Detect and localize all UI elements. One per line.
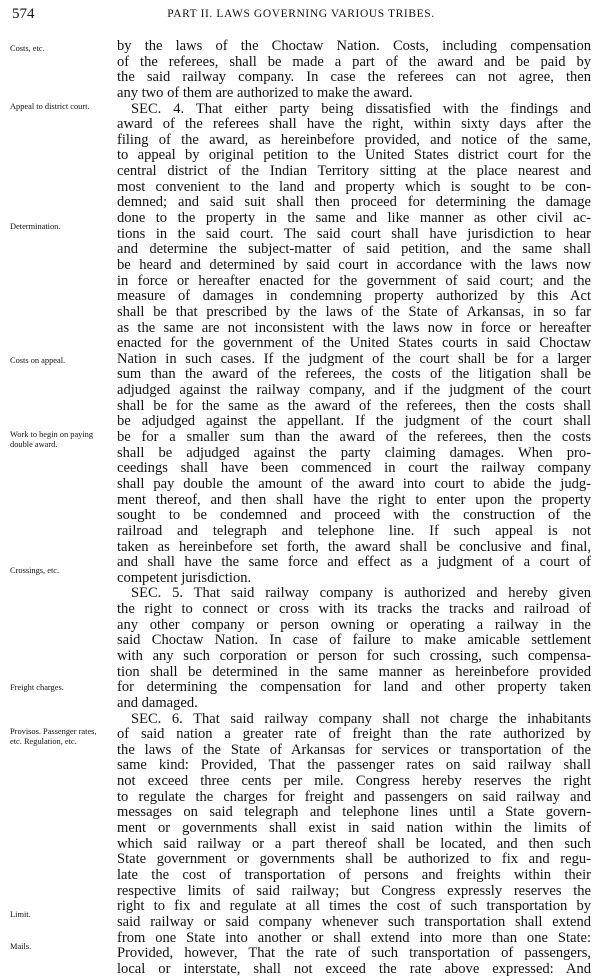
text-line: local or interstate, shall not exceed the rate above expressed: And xyxy=(117,961,591,977)
text-line: the said railway company. In case the referees can not agree, then xyxy=(117,70,591,86)
text-line: adjudged against the railway company, and if the judgment of the court xyxy=(117,383,591,399)
text-line: of the referees, shall be made a part of the award and be paid by xyxy=(117,54,591,70)
margin-note-appeal: Appeal to district court. xyxy=(10,102,90,111)
text-line: late the cost of transportation of persons and freights within their xyxy=(117,867,591,883)
text-line: to regulate the charges for freight and passengers on said railway and xyxy=(117,789,591,805)
text-line: ceedings shall have been commenced in court the railway company xyxy=(117,461,591,477)
text-line: demned; and said suit shall then proceed for determining the damage xyxy=(117,195,591,211)
text-line: the laws of the State of Arkansas for services or transportation of the xyxy=(117,742,591,758)
text-line: taken as hereinbefore set forth, the award shall be conclusive and final, xyxy=(117,539,591,555)
margin-note-determination: Determination. xyxy=(10,222,61,231)
text-line: ment or governments shall exist in said nation within the limits of xyxy=(117,821,591,837)
margin-note-provisos: Provisos. Passenger rates, etc. Regulation, etc. xyxy=(10,727,97,746)
text-line: Nation in such cases. If the judgment of the court shall be for a larger xyxy=(117,351,591,367)
text-line: respective limits of said railway; but Congress expressly reserves the xyxy=(117,883,591,899)
text-line: the right to connect or cross with its tracks the tracks and railroad of xyxy=(117,602,591,618)
running-head: PART II. LAWS GOVERNING VARIOUS TRIBES. xyxy=(167,8,435,20)
text-line: and damaged. xyxy=(117,695,198,711)
text-line: enacted for the government of the United States courts in said Choctaw xyxy=(117,336,591,352)
text-line: shall pay double the amount of the award into court to abide the judg- xyxy=(117,476,591,492)
text-line: competent jurisdiction. xyxy=(117,570,252,586)
text-line: any two of them are authorized to make the award. xyxy=(117,85,413,101)
text-line: measure of damages in condemning property authorized by this Act xyxy=(117,289,591,305)
text-line: filing of the award, as hereinbefore provided, and notice of the same, xyxy=(117,132,591,148)
text-line: messages on said telegraph and telephone lines until a State govern- xyxy=(117,805,591,821)
text-line: any other company or person owning or operating a railway in the xyxy=(117,617,591,633)
text-line: not exceed three cents per mile. Congress hereby reserves the right xyxy=(117,774,591,790)
text-line: be heard and determined by said court in accordance with the laws now xyxy=(117,257,591,273)
text-line: award of the referees shall have the right, within sixty days after the xyxy=(117,117,591,133)
page-header xyxy=(10,6,592,28)
text-line: shall be that prescribed by the laws of the State of Arkansas, in so far xyxy=(117,304,591,320)
text-line: to appeal by original petition to the United States district court for the xyxy=(117,148,591,164)
margin-note-crossings: Crossings, etc. xyxy=(10,566,60,575)
text-line: railroad and telegraph and telephone line. If such appeal is not xyxy=(117,523,591,539)
margin-note-mails: Mails. xyxy=(10,942,32,951)
text-line: sum than the award of the referees, the costs of the litigation shall be xyxy=(117,367,591,383)
text-line: and shall have the same force and effect as a judgment of a court of xyxy=(117,555,591,571)
text-line: done to the property in the same and like manner as other civil ac- xyxy=(117,211,591,227)
text-line: State government or governments shall be authorized to fix and regu- xyxy=(117,852,591,868)
section-4-heading: SEC. 4. That either party being dissatisfied with the findings and xyxy=(131,101,591,117)
text-line: right to fix and regulate at all times the cost of such transportation by xyxy=(117,899,591,915)
text-line: be adjudged against the appellant. If the judgment of the court shall xyxy=(117,414,591,430)
text-line: said Choctaw Nation. In case of failure to make amicable settlement xyxy=(117,633,591,649)
text-line: tions in the said court. The said court shall have jurisdiction to hear xyxy=(117,226,591,242)
margin-note-costs: Costs, etc. xyxy=(10,44,45,53)
page-number: 574 xyxy=(12,6,35,22)
text-line: Provided, however, That the rate of such transportation of passengers, xyxy=(117,946,591,962)
text-line: as the same are not inconsistent with the laws now in force or hereafter xyxy=(117,320,591,336)
body-text xyxy=(117,39,591,977)
text-line: ment thereof, and then shall have the right to enter upon the property xyxy=(117,492,591,508)
text-line: central district of the Indian Territory sitting at the place nearest and xyxy=(117,164,591,180)
text-line: which said railway or a part thereof shall be located, and then such xyxy=(117,836,591,852)
text-line: be for a smaller sum than the award of the referees, then the costs xyxy=(117,430,591,446)
margin-note-limit: Limit. xyxy=(10,910,31,919)
text-line: same kind: Provided, That the passenger rates on said railway shall xyxy=(117,758,591,774)
text-line: shall be for the same as the award of the referees, then the costs shall xyxy=(117,398,591,414)
text-line: most convenient to the land and property which is sought to be con- xyxy=(117,179,591,195)
text-line: and determine the subject-matter of said petition, and the same shall xyxy=(117,242,591,258)
section-5-heading: SEC. 5. That said railway company is authorized and hereby given xyxy=(131,586,591,602)
text-line: tion shall be determined in the same manner as hereinbefore provided xyxy=(117,664,591,680)
text-line: for determining the compensation for land and other property taken xyxy=(117,680,591,696)
text-line: with any such corporation or person for such crossing, such compensa- xyxy=(117,648,591,664)
text-line: by the laws of the Choctaw Nation. Costs, including compensation xyxy=(117,39,591,54)
text-line: of said nation a greater rate of freight than the rate authorized by xyxy=(117,727,591,743)
text-line: shall be adjudged against the party claiming damages. When pro- xyxy=(117,445,591,461)
margin-note-freight-charges: Freight charges. xyxy=(10,683,64,692)
margin-note-costs-on-appeal: Costs on appeal. xyxy=(10,356,66,365)
text-line: sought to be condemned and proceed with the construction of the xyxy=(117,508,591,524)
text-line: from one State into another or shall extend into more than one State: xyxy=(117,930,591,946)
section-6-heading: SEC. 6. That said railway company shall not charge the inhabitants xyxy=(131,711,591,727)
text-line: in force or hereafter enacted for the government of said court; and the xyxy=(117,273,591,289)
text-line: said railway or said company whenever such transportation shall extend xyxy=(117,914,591,930)
margin-note-work-to-begin: Work to begin on paying double award. xyxy=(10,430,94,449)
